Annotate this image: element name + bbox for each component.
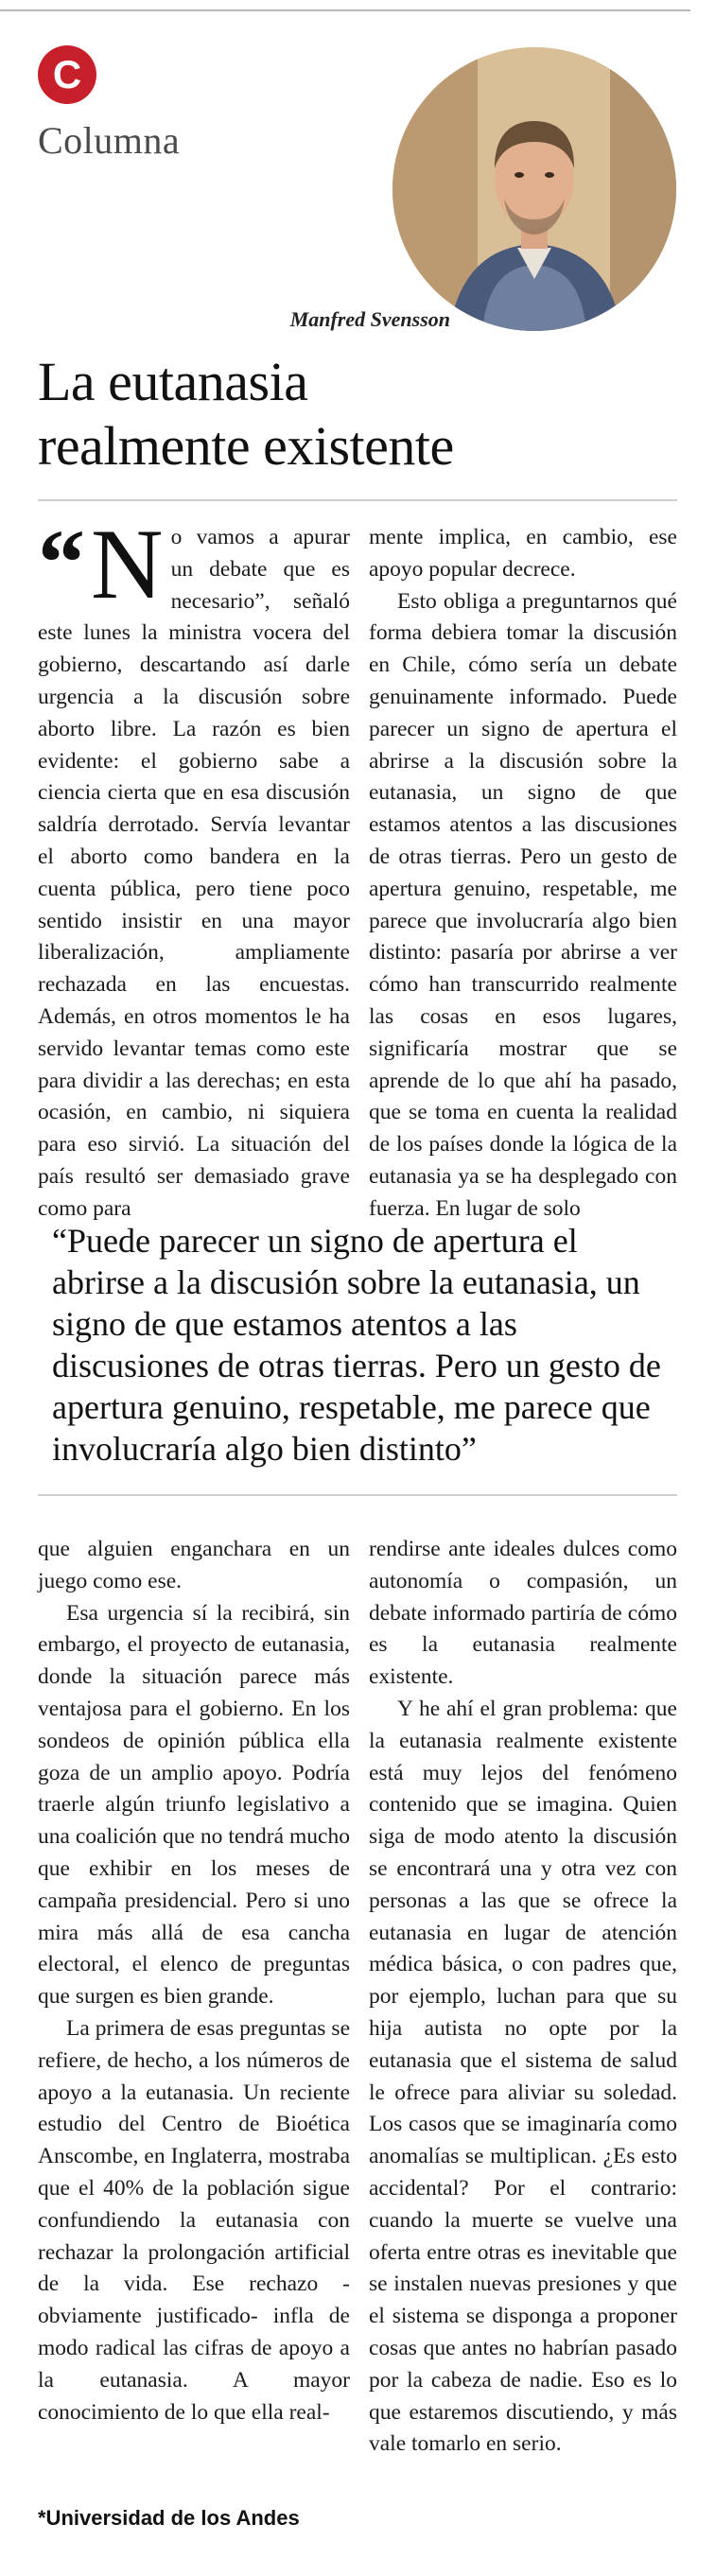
author-affiliation: *Universidad de los Andes bbox=[38, 2506, 300, 2530]
body-column-4 bbox=[369, 1534, 677, 2461]
paragraph: Y he ahí el gran problema: que la eutanasia realmente existente está muy lejos del fenómeno contenido que se imagina. Quien siga de modo atento la discusión se encontrará una y otra vez con personas a las que se ofrece la eutanasia en lugar de atención médica básica, o con padres que, por ejemplo, luchan para que su hija autista no opte por la eutanasia que el sistema de salud le ofrece para aliviar su soledad. Los casos que se imaginaría como anomalías se multiplican. ¿Es esto accidental? Por el contrario: cuando la muerte se vuelve una oferta entre otras es inevitable que se instalen nuevas presiones y que el sistema se disponga a proponer cosas que antes no habrían pasado por la cabeza de nadie. Eso es lo que estaremos discutiendo, y más vale tomarlo en serio. bbox=[369, 1696, 677, 2457]
paragraph: rendirse ante ideales dulces como autonomía o compasión, un debate informado partiría de cómo es la eutanasia realmente existente. bbox=[369, 1537, 677, 1690]
paragraph: que alguien enganchara en un juego como ese. bbox=[38, 1537, 350, 1593]
headline-divider bbox=[38, 499, 677, 501]
author-byline: Manfred Svensson bbox=[289, 307, 450, 331]
top-rule bbox=[0, 9, 690, 11]
paragraph: mente implica, en cambio, ese apoyo popular decrece. bbox=[369, 525, 677, 582]
body-column-3 bbox=[38, 1534, 350, 2428]
body-column-2 bbox=[369, 522, 677, 1221]
section-label: Columna bbox=[38, 119, 181, 162]
author-portrait-image bbox=[392, 47, 676, 331]
column-badge: C bbox=[38, 45, 96, 104]
paragraph: o vamos a apurar un debate que es necesario”, señaló este lunes la ministra vocera del gobierno, descartando así darle urgencia a la discusión sobre aborto libre. La razón es bien evidente: el gobierno sabe a ciencia cierta que en esa discusión saldría derrotado. Servía levantar el aborto como bandera en la cuenta pública, pero tiene poco sentido insistir en una mayor liberalización, ampliamente rechazada en las encuestas. Además, en otros momentos le ha servido levantar temas como este para dividir a las derechas; en esta ocasión, en cambio, ni siquiera para eso sirvió. La situación del país resultó ser demasiado grave como para bbox=[38, 525, 350, 1221]
pull-quote: “Puede parecer un signo de apertura el abrirse a la discusión sobre la eutanasia, un signo de que estamos atentos a las discusiones de otras tierras. Pero un gesto de apertura genuino, respetable, me parece que involucraría algo bien distinto” bbox=[52, 1222, 661, 1468]
body-column-1 bbox=[38, 509, 350, 1221]
paragraph: La primera de esas preguntas se refiere, de hecho, a los números de apoyo a la eutanasia. Un reciente estudio del Centro de Bioética Anscombe, en Inglaterra, mostraba que el 40% de la población sigue confundiendo la eutanasia con rechazar la prolongación artificial de la vida. Ese rechazo -obviamente justificado- infla de modo radical las cifras de apoyo a la eutanasia. A mayor conocimiento de lo que ella real- bbox=[38, 2015, 350, 2425]
headline-line-1: La eutanasia bbox=[38, 351, 308, 412]
drop-cap: N bbox=[91, 509, 164, 619]
paragraph: Esto obliga a preguntarnos qué forma debiera tomar la discusión en Chile, cómo sería un debate genuinamente informado. Puede parecer un signo de apertura el abrirse a la discusión sobre la eutanasia, un signo de que estamos atentos a las discusiones de otras tierras. Pero un gesto de apertura genuino, respetable, me parece que involucraría algo bien distinto: pasaría por abrirse a ver cómo han transcurrido realmente las cosas en esos lugares, significaría mostrar que se aprende de lo que ahí ha pasado, que se toma en cuenta la realidad de los países donde la lógica de la eutanasia ya se ha desplegado con fuerza. En lugar de solo bbox=[369, 588, 677, 1221]
headline-line-2: realmente existente bbox=[38, 415, 454, 477]
headline bbox=[38, 350, 662, 479]
pull-quote-divider bbox=[38, 1494, 677, 1496]
paragraph: Esa urgencia sí la recibirá, sin embargo, el proyecto de eutanasia, donde la situación parece más ventajosa para el gobierno. En los sondeos de opinión pública ella goza de un amplio apoyo. Podría traerle algún triunfo legislativo a una coalición que no tendrá mucho que exhibir en los meses de campaña presidencial. Pero si uno mira más allá de esa cancha electoral, el elenco de preguntas que surgen es bien grande. bbox=[38, 1600, 350, 2010]
opening-quote-mark: “ bbox=[38, 510, 85, 615]
author-photo bbox=[392, 47, 676, 331]
